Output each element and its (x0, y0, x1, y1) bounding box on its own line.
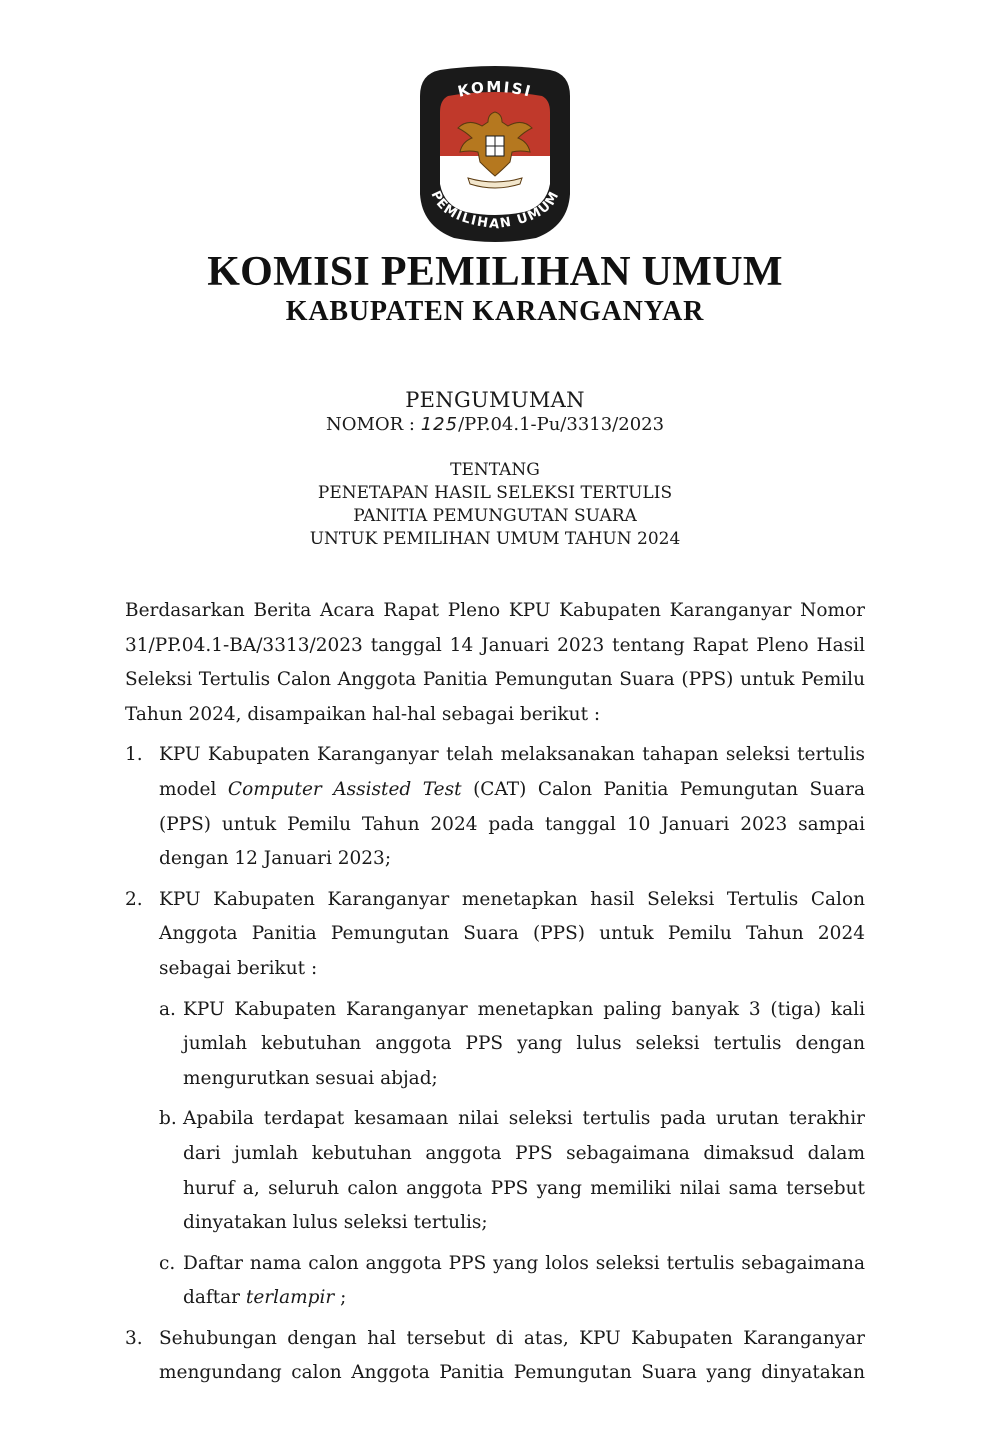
item-text-part: (CAT) Calon Panitia Pemungutan Suara (PPS) untuk Pemilu Tahun 2024 pada tanggal 10 Januari 2023 sampai dengan 12 Januari 2023; (159, 778, 865, 870)
sub-item-text (183, 1253, 865, 1309)
sub-item-text-part: ; (334, 1287, 347, 1309)
sub-list (159, 993, 865, 1316)
sub-list-item (159, 993, 865, 1097)
sub-item-text-part: Daftar nama calon anggota PPS yang lolos seleksi tertulis sebagaimana daftar (183, 1252, 865, 1309)
handwritten-number: 125 (420, 414, 459, 435)
main-list (125, 738, 865, 1391)
sub-item-text: Apabila terdapat kesamaan nilai seleksi tertulis pada urutan terakhir dari jumlah kebutuhan anggota PPS sebagaimana dimaksud dalam huruf a, seluruh calon anggota PPS yang memiliki nilai sama tersebut dinyatakan lulus seleksi tertulis; (183, 1108, 865, 1234)
number-suffix: /PP.04.1-Pu/3313/2023 (458, 414, 665, 435)
logo-bottom-text: PEMILIHAN UMUM (427, 188, 563, 233)
sub-item-text-italic: terlampir (245, 1287, 335, 1309)
logo-top-text: KOMISI (455, 77, 535, 101)
item-text: Sehubungan dengan hal tersebut di atas, KPU Kabupaten Karanganyar mengundang calon Anggota Panitia Pemungutan Suara yang dinyatakan (159, 1327, 865, 1384)
sub-item-text: KPU Kabupaten Karanganyar menetapkan paling banyak 3 (tiga) kali jumlah kebutuhan anggota PPS yang lulus seleksi tertulis dengan mengurutkan sesuai abjad; (183, 998, 865, 1089)
sub-item-letter: c. (159, 1252, 176, 1274)
about-line: UNTUK PEMILIHAN UMUM TAHUN 2024 (309, 529, 681, 549)
organization-subtitle: KABUPATEN KARANGANYAR (285, 296, 705, 327)
announcement-subject (0, 459, 990, 551)
list-item (125, 883, 865, 1316)
organization-title: KOMISI PEMILIHAN UMUM (207, 249, 783, 295)
announcement-body (125, 594, 865, 1397)
intro-paragraph: Berdasarkan Berita Acara Rapat Pleno KPU Kabupaten Karanganyar Nomor 31/PP.04.1-BA/3313/2023 tanggal 14 Januari 2023 tentang Rapat Pleno Hasil Seleksi Tertulis Calon Anggota Panitia Pemungutan Suara (PPS) untuk Pemilu Tahun 2024, disampaikan hal-hal sebagai berikut : (125, 600, 865, 725)
list-item (125, 1322, 865, 1391)
announcement-title: PENGUMUMAN (405, 388, 585, 412)
item-number: 3. (125, 1327, 143, 1349)
item-text-part: KPU Kabupaten Karanganyar telah melaksanakan tahapan seleksi tertulis model (159, 744, 865, 800)
item-text (159, 744, 865, 869)
item-number: 1. (125, 744, 143, 766)
sub-item-letter: a. (159, 998, 176, 1020)
sub-list-item (159, 1102, 865, 1240)
sub-item-letter: b. (159, 1108, 177, 1130)
sub-list-item (159, 1247, 865, 1316)
kpu-logo (418, 66, 572, 242)
about-line: PANITIA PEMUNGUTAN SUARA (353, 506, 637, 526)
item-text: KPU Kabupaten Karanganyar menetapkan hasil Seleksi Tertulis Calon Anggota Panitia Pemungutan Suara (PPS) untuk Pemilu Tahun 2024 sebagai berikut : (159, 888, 865, 979)
announcement-number (0, 414, 990, 435)
list-item (125, 738, 865, 876)
item-text-italic: Computer Assisted Test (227, 778, 462, 800)
about-line: PENETAPAN HASIL SELEKSI TERTULIS (317, 483, 673, 503)
item-number: 2. (125, 888, 143, 910)
number-prefix: NOMOR : (325, 414, 415, 435)
about-label: TENTANG (450, 460, 540, 480)
